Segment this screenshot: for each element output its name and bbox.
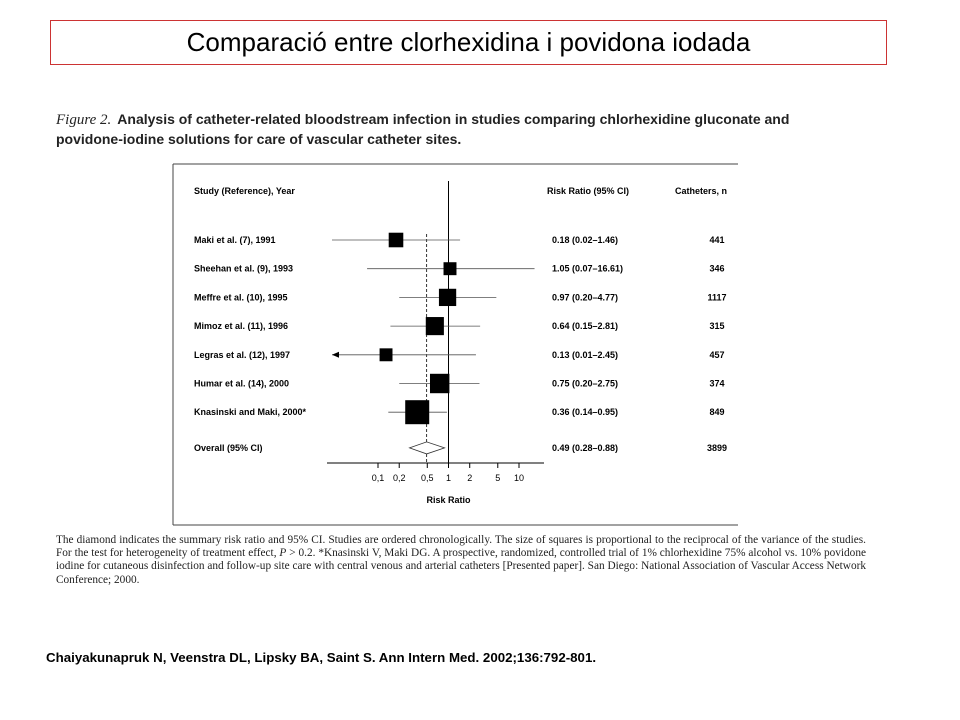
study-catheters: 849 bbox=[709, 407, 725, 418]
figure-caption bbox=[56, 110, 836, 149]
citation: Chaiyakunapruk N, Veenstra DL, Lipsky BA, Saint S. Ann Intern Med. 2002;136:792-801. bbox=[46, 650, 597, 665]
overall-catheters: 3899 bbox=[706, 442, 728, 453]
figure-footnote bbox=[56, 534, 866, 587]
slide-title-box bbox=[50, 20, 887, 65]
plot-layer bbox=[194, 181, 727, 505]
study-rr-text: 0.75 (0.20–2.75) bbox=[552, 378, 619, 389]
footnote-part-2: > 0.2. *Knasinski V, Maki DG. A prospective, randomized, controlled trial of 1% chlorhexidine 75% alcohol vs. 10% povidone iodine for cutaneous disinfection and follow-up site care with central venous and arterial catheters [Presented paper]. San Diego: National Association of Vascular Access Network Conference; 2000. bbox=[56, 547, 866, 586]
study-catheters: 1117 bbox=[707, 292, 727, 303]
study-label: Mimoz et al. (11), 1996 bbox=[194, 321, 289, 332]
study-label: Legras et al. (12), 1997 bbox=[194, 349, 291, 360]
study-ci-arrow bbox=[332, 352, 339, 358]
figure-label: Figure 2. bbox=[56, 112, 112, 128]
study-square bbox=[430, 374, 449, 393]
study-rr-text: 1.05 (0.07–16.61) bbox=[552, 263, 624, 274]
study-square bbox=[426, 317, 444, 335]
study-square bbox=[380, 348, 393, 361]
overall-rr-text: 0.49 (0.28–0.88) bbox=[552, 442, 619, 453]
figure-caption-text: Analysis of catheter-related bloodstream infection in studies comparing chlorhexidine gluconate and povidone-iodine solutions for care of vascular catheter sites. bbox=[56, 111, 790, 147]
study-square bbox=[389, 233, 404, 248]
column-header-rr: Risk Ratio (95% CI) bbox=[547, 186, 630, 196]
study-catheters: 374 bbox=[709, 378, 725, 389]
overall-diamond bbox=[410, 442, 445, 454]
overall-label: Overall (95% CI) bbox=[194, 442, 263, 453]
study-catheters: 441 bbox=[709, 235, 725, 245]
x-tick-label: 10 bbox=[513, 473, 525, 483]
study-label: Sheehan et al. (9), 1993 bbox=[194, 263, 294, 274]
study-rr-text: 0.64 (0.15–2.81) bbox=[552, 321, 619, 332]
x-tick-label: 0,1 bbox=[371, 473, 385, 483]
study-label: Maki et al. (7), 1991 bbox=[194, 235, 276, 245]
x-tick-label: 5 bbox=[495, 473, 501, 483]
plot-frame bbox=[173, 164, 738, 525]
x-tick-label: 0,2 bbox=[392, 473, 406, 483]
slide-title: Comparació entre clorhexidina i povidona iodada bbox=[186, 27, 751, 57]
study-rr-text: 0.18 (0.02–1.46) bbox=[552, 235, 619, 245]
study-square bbox=[444, 262, 457, 275]
study-square bbox=[405, 400, 429, 424]
study-catheters: 457 bbox=[709, 349, 725, 360]
study-catheters: 346 bbox=[709, 263, 725, 274]
study-square bbox=[439, 289, 456, 306]
study-label: Knasinski and Maki, 2000* bbox=[194, 407, 307, 418]
footnote-part-1: The diamond indicates the summary risk ratio and 95% CI. Studies are ordered chronologically. The size of squares is proportional to the reciprocal of the variance of the studies. For the test for heterogeneity of treatment effect, bbox=[56, 534, 866, 560]
column-header-catheters: Catheters, n bbox=[675, 186, 728, 196]
study-rr-text: 0.97 (0.20–4.77) bbox=[552, 292, 619, 303]
x-axis-label: Risk Ratio bbox=[426, 495, 471, 505]
forest-plot bbox=[172, 163, 742, 528]
study-label: Meffre et al. (10), 1995 bbox=[194, 292, 288, 303]
x-tick-label: 2 bbox=[467, 473, 473, 483]
study-catheters: 315 bbox=[709, 321, 725, 332]
x-tick-label: 0,5 bbox=[421, 473, 434, 483]
study-rr-text: 0.36 (0.14–0.95) bbox=[552, 407, 619, 418]
study-rr-text: 0.13 (0.01–2.45) bbox=[552, 349, 619, 360]
study-label: Humar et al. (14), 2000 bbox=[194, 378, 290, 389]
column-header-study: Study (Reference), Year bbox=[194, 186, 295, 196]
x-tick-label: 1 bbox=[445, 473, 452, 483]
footnote-p-symbol: P bbox=[279, 547, 287, 560]
